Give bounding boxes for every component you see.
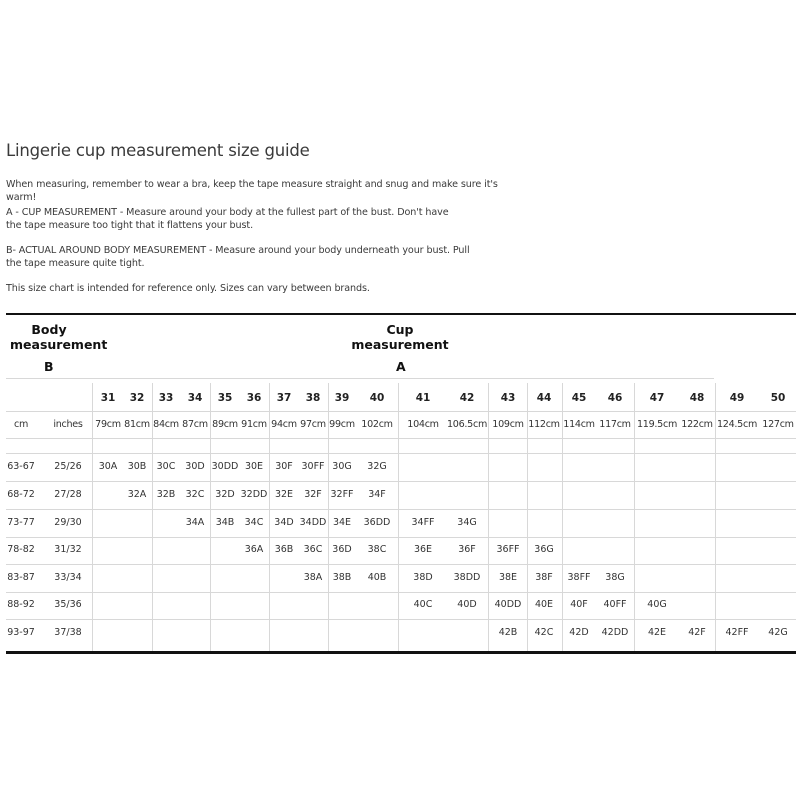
body-letter-b: B — [44, 359, 54, 374]
cup-size-number: 36 — [246, 392, 262, 404]
cup-size-cm: 102cm — [361, 419, 393, 430]
table-bottom-rule — [6, 651, 796, 654]
bra-size-cell: 30DD — [211, 461, 239, 472]
cup-size-cm: 99cm — [329, 419, 355, 430]
row-inches-range: 25/26 — [54, 461, 82, 472]
cup-size-number: 39 — [334, 392, 350, 404]
bra-size-cell: 40D — [457, 599, 477, 610]
body-col-inches-header: inches — [53, 419, 83, 430]
row-cm-range: 78-82 — [7, 544, 35, 555]
bra-size-cell: 40E — [534, 599, 554, 610]
cup-letter-a: A — [396, 359, 406, 374]
bra-size-cell: 34E — [332, 517, 352, 528]
bra-size-cell: 36E — [413, 544, 433, 555]
bra-size-cell: 40G — [647, 599, 667, 610]
bra-size-cell: 42D — [569, 627, 589, 638]
bra-size-cell: 30FF — [301, 461, 325, 472]
row-inches-range: 37/38 — [54, 627, 82, 638]
bra-size-cell: 38C — [367, 544, 387, 555]
row-cm-range: 93-97 — [7, 627, 35, 638]
column-divider-line — [715, 383, 716, 651]
header-divider-line — [6, 378, 714, 379]
body-measurement-header: Body measurement — [10, 322, 108, 352]
bra-size-cell: 42C — [534, 627, 554, 638]
column-divider-line — [210, 383, 211, 651]
cup-size-cm: 81cm — [124, 419, 150, 430]
cup-size-cm: 112cm — [528, 419, 560, 430]
bra-size-cell: 36A — [244, 544, 264, 555]
cup-size-cm: 106.5cm — [447, 419, 487, 430]
cup-size-cm: 104cm — [407, 419, 439, 430]
bra-size-cell: 34B — [215, 517, 235, 528]
column-divider-line — [398, 383, 399, 651]
cup-size-cm: 79cm — [95, 419, 121, 430]
disclaimer-paragraph: This size chart is intended for reference only. Sizes can vary between brands. — [6, 283, 370, 294]
bra-size-cell: 40B — [367, 572, 387, 583]
bra-size-cell: 36DD — [363, 517, 391, 528]
bra-size-cell: 42FF — [725, 627, 749, 638]
bra-size-cell: 42E — [647, 627, 667, 638]
page-title: Lingerie cup measurement size guide — [6, 141, 310, 160]
cup-size-number: 37 — [276, 392, 292, 404]
cup-measurement-header: Cup measurement — [351, 322, 449, 352]
bra-size-cell: 40C — [413, 599, 433, 610]
cup-size-number: 50 — [770, 392, 786, 404]
row-inches-range: 29/30 — [54, 517, 82, 528]
row-divider-line — [6, 592, 796, 593]
body-col-cm-header: cm — [13, 419, 29, 430]
bra-size-cell: 30C — [156, 461, 176, 472]
bra-size-cell: 36G — [534, 544, 554, 555]
bra-size-cell: 32E — [274, 489, 294, 500]
bra-size-cell: 40DD — [494, 599, 522, 610]
bra-size-cell: 38B — [332, 572, 352, 583]
bra-size-cell: 38D — [413, 572, 433, 583]
bra-size-cell: 32DD — [240, 489, 268, 500]
cup-size-number: 32 — [129, 392, 145, 404]
cm-row-divider — [6, 438, 796, 439]
cup-measurement-paragraph: A - CUP MEASUREMENT - Measure around your body at the fullest part of the bust. Don't have the tape measure too tight that it flattens your bust. — [6, 207, 449, 231]
cup-size-cm: 97cm — [300, 419, 326, 430]
bra-size-cell: 36F — [458, 544, 476, 555]
bra-size-cell: 32F — [304, 489, 322, 500]
cup-size-number: 35 — [217, 392, 233, 404]
bra-size-cell: 34DD — [299, 517, 327, 528]
intro-paragraph: When measuring, remember to wear a bra, keep the tape measure straight and snug and make sure it's warm! — [6, 179, 498, 203]
cup-size-number: 31 — [100, 392, 116, 404]
cup-size-cm: 91cm — [241, 419, 267, 430]
bra-size-cell: 36C — [303, 544, 323, 555]
bra-size-cell: 42F — [688, 627, 706, 638]
bra-size-cell: 32A — [127, 489, 147, 500]
cup-size-number: 42 — [459, 392, 475, 404]
bra-size-cell: 38F — [535, 572, 553, 583]
bra-size-cell: 34A — [185, 517, 205, 528]
bra-size-cell: 38A — [303, 572, 323, 583]
bra-size-cell: 34D — [274, 517, 294, 528]
cup-size-number: 45 — [571, 392, 587, 404]
cup-size-cm: 127cm — [762, 419, 794, 430]
cup-size-cm: 109cm — [492, 419, 524, 430]
bra-size-cell: 34C — [244, 517, 264, 528]
row-divider-line — [6, 481, 796, 482]
row-cm-range: 88-92 — [7, 599, 35, 610]
body-measurement-paragraph: B- ACTUAL AROUND BODY MEASUREMENT - Measure around your body underneath your bust. Pull the tape measure quite tight. — [6, 245, 470, 269]
cup-size-cm: 119.5cm — [637, 419, 677, 430]
column-divider-line — [488, 383, 489, 651]
bra-size-cell: 38G — [605, 572, 625, 583]
bra-size-cell: 34F — [368, 489, 386, 500]
bra-size-cell: 42DD — [601, 627, 629, 638]
cup-size-number: 40 — [369, 392, 385, 404]
row-divider-line — [6, 619, 796, 620]
row-inches-range: 27/28 — [54, 489, 82, 500]
bra-size-cell: 30D — [185, 461, 205, 472]
cup-size-cm: 114cm — [563, 419, 595, 430]
cup-size-cm: 122cm — [681, 419, 713, 430]
cup-size-number: 33 — [158, 392, 174, 404]
bra-size-cell: 38E — [498, 572, 518, 583]
bra-size-cell: 32D — [215, 489, 235, 500]
cup-size-cm: 117cm — [599, 419, 631, 430]
bra-size-cell: 40F — [570, 599, 588, 610]
row-inches-range: 35/36 — [54, 599, 82, 610]
bra-size-cell: 30F — [275, 461, 293, 472]
bra-size-cell: 30E — [244, 461, 264, 472]
cup-size-number: 43 — [500, 392, 516, 404]
row-cm-range: 63-67 — [7, 461, 35, 472]
cup-size-cm: 94cm — [271, 419, 297, 430]
row-divider-line — [6, 564, 796, 565]
bra-size-cell: 30A — [98, 461, 118, 472]
row-divider-line — [6, 537, 796, 538]
row-cm-range: 68-72 — [7, 489, 35, 500]
bra-size-cell: 36D — [332, 544, 352, 555]
row-cm-range: 73-77 — [7, 517, 35, 528]
row-inches-range: 33/34 — [54, 572, 82, 583]
table-top-rule — [6, 313, 796, 315]
bra-size-cell: 40FF — [603, 599, 627, 610]
row-cm-range: 83-87 — [7, 572, 35, 583]
cup-size-number: 38 — [305, 392, 321, 404]
bra-size-cell: 32C — [185, 489, 205, 500]
cup-size-cm: 84cm — [153, 419, 179, 430]
bra-size-cell: 32FF — [330, 489, 354, 500]
cup-size-number: 49 — [729, 392, 745, 404]
bra-size-cell: 32B — [156, 489, 176, 500]
cup-size-number: 41 — [415, 392, 431, 404]
bra-size-cell: 42B — [498, 627, 518, 638]
bra-size-cell: 30B — [127, 461, 147, 472]
bra-size-cell: 38DD — [453, 572, 481, 583]
cup-size-cm: 89cm — [212, 419, 238, 430]
cup-size-number: 47 — [649, 392, 665, 404]
cup-size-number: 48 — [689, 392, 705, 404]
bra-size-cell: 32G — [367, 461, 387, 472]
cup-size-cm: 87cm — [182, 419, 208, 430]
bra-size-cell: 42G — [768, 627, 788, 638]
cup-size-number: 44 — [536, 392, 552, 404]
row-inches-range: 31/32 — [54, 544, 82, 555]
column-header-divider — [6, 411, 796, 412]
bra-size-cell: 34FF — [411, 517, 435, 528]
bra-size-cell: 38FF — [567, 572, 591, 583]
cup-size-cm: 124.5cm — [717, 419, 757, 430]
column-divider-line — [634, 383, 635, 651]
bra-size-cell: 36FF — [496, 544, 520, 555]
cup-size-number: 34 — [187, 392, 203, 404]
cup-size-number: 46 — [607, 392, 623, 404]
column-divider-line — [269, 383, 270, 651]
bra-size-cell: 34G — [457, 517, 477, 528]
row-divider-line — [6, 453, 796, 454]
bra-size-cell: 36B — [274, 544, 294, 555]
column-divider-line — [92, 383, 93, 651]
row-divider-line — [6, 509, 796, 510]
bra-size-cell: 30G — [332, 461, 352, 472]
